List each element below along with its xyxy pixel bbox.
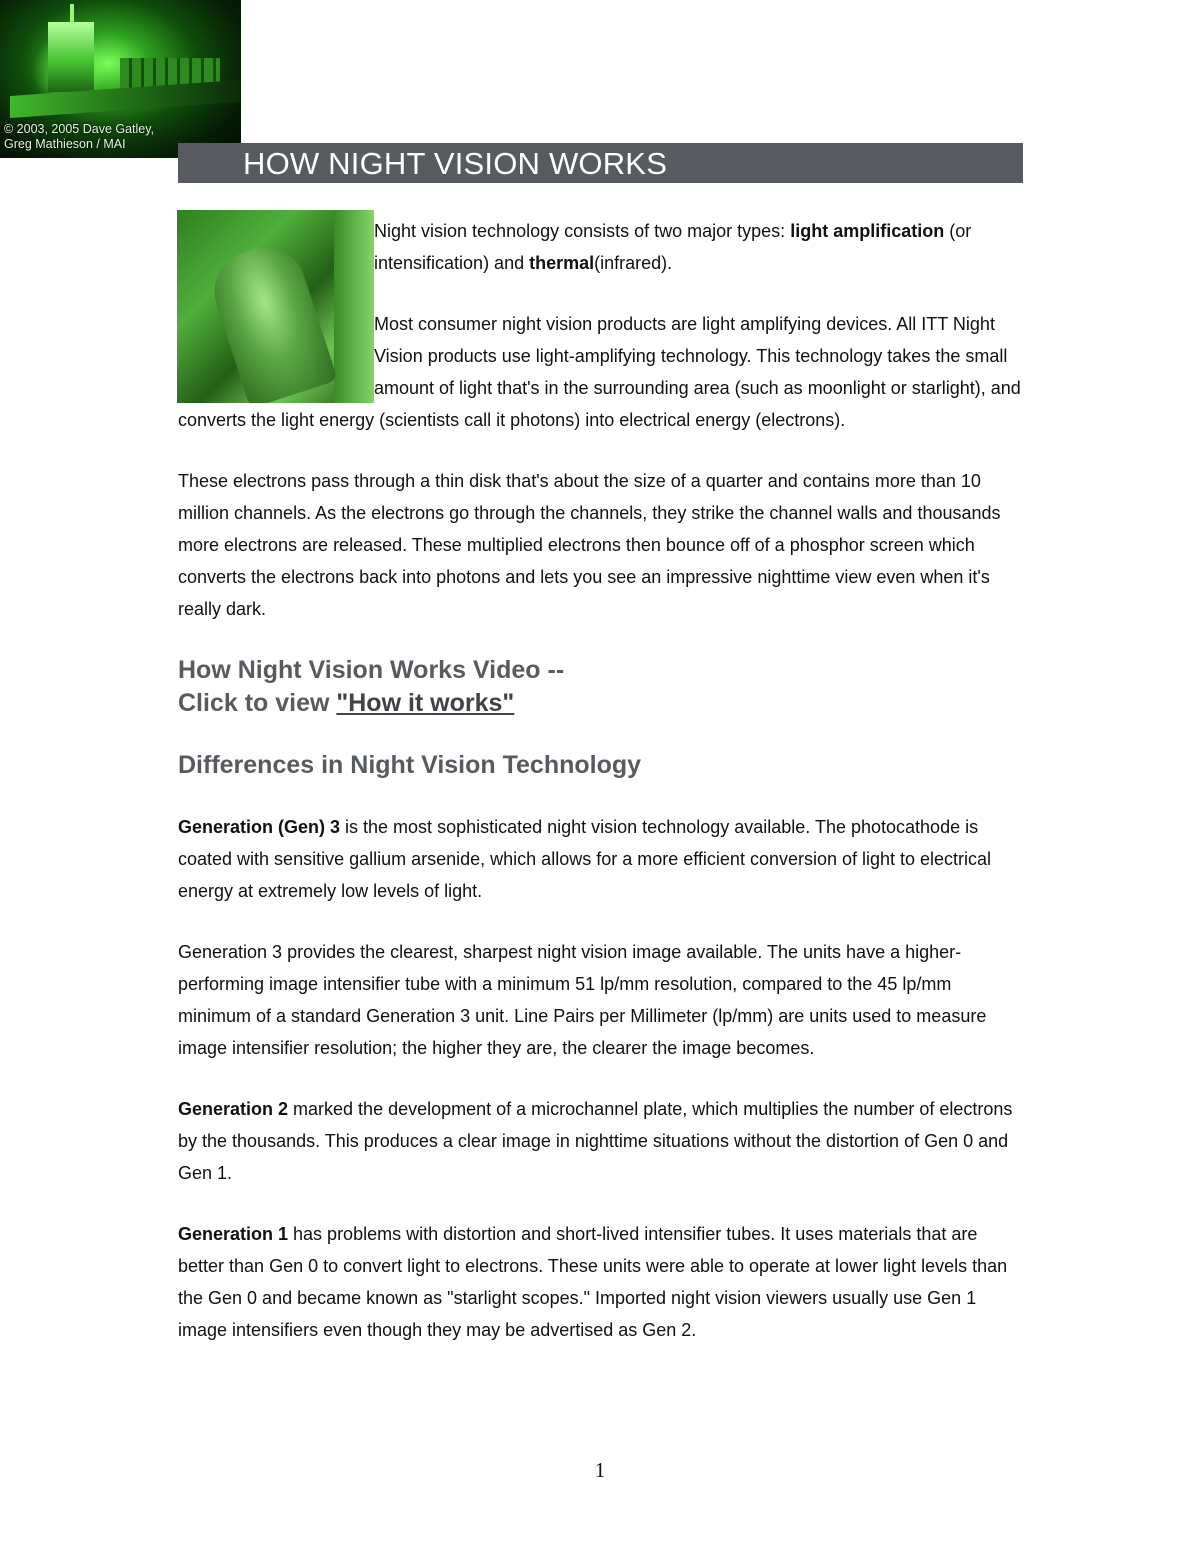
title-bar [178,143,1023,183]
gen2-paragraph [178,1093,1024,1189]
thermal-term: thermal [529,253,595,273]
photo-credit: © 2003, 2005 Dave Gatley, Greg Mathieson / MAI [4,122,155,151]
gen3-text: is the most sophisticated night vision technology available. The photocathode is coated with sensitive gallium arsenide, which allows for a more efficient conversion of light to electrical energy at extremely low levels of light. [178,817,992,901]
intro-text: (infrared). [594,253,673,273]
gen3-paragraph [178,811,1024,907]
gen1-label: Generation 1 [178,1224,289,1244]
ship-night-vision-photo [0,0,241,158]
intro-paragraph-2: Most consumer night vision products are light amplifying devices. All ITT Night Vision products use light-amplifying technology. This technology takes the small amount of light that's in the surrounding area (such as moonlight or starlight), and converts the light energy (scientists call it photons) into electrical energy (electrons). [178,314,1021,430]
page-number: 1 [594,1458,606,1482]
gen3-paragraph-2: Generation 3 provides the clearest, sharpest night vision image available. The units have a higher-performing image intensifier tube with a minimum 51 lp/mm resolution, compared to the 45 lp/mm minimum of a standard Generation 3 unit. Line Pairs per Millimeter (lp/mm) are units used to measure image intensifier resolution; the higher they are, the clearer the image becomes. [178,942,987,1058]
video-heading-line-2 [178,687,1024,720]
ship-bridge-tower [48,22,94,92]
intro-paragraph-3: These electrons pass through a thin disk that's about the size of a quarter and contains more than 10 million channels. As the electrons go through the channels, they strike the channel walls and thousands more electrons are released. These multiplied electrons then bounce off of a phosphor screen which converts the electrons back into photons and lets you see an impressive nighttime view even when it's really dark. [178,471,1001,619]
how-it-works-link[interactable]: "How it works" [336,689,515,717]
gen1-paragraph [178,1218,1024,1346]
soldier-figure [204,237,338,403]
gen2-text: marked the development of a microchannel plate, which multiplies the number of electrons by the thousands. This produces a clear image in nighttime situations without the distortion of Gen 0 and Gen 1. [178,1099,1013,1183]
soldier-night-vision-photo [177,210,374,403]
gen2-label: Generation 2 [178,1099,289,1119]
light-amplification-term: light amplification [790,221,945,241]
video-heading-line-1: How Night Vision Works Video -- [178,656,565,684]
differences-heading: Differences in Night Vision Technology [178,751,642,779]
wall-shape [334,210,374,403]
gen3-label: Generation (Gen) 3 [178,817,341,837]
gen1-text: has problems with distortion and short-lived intensifier tubes. It uses materials that are better than Gen 0 to convert light to electrons. These units were able to operate at lower light levels than the Gen 0 and became known as "starlight scopes." Imported night vision viewers usually use Gen 1 image intensifiers even though they may be advertised as Gen 2. [178,1224,1008,1340]
video-heading [178,654,1024,720]
intro-text: Night vision technology consists of two major types: [374,221,791,241]
page-title: HOW NIGHT VISION WORKS [243,146,668,181]
video-prompt-text: Click to view [178,689,337,717]
article-body [178,215,1024,1375]
intro-text: (or intensification) and [374,221,972,273]
